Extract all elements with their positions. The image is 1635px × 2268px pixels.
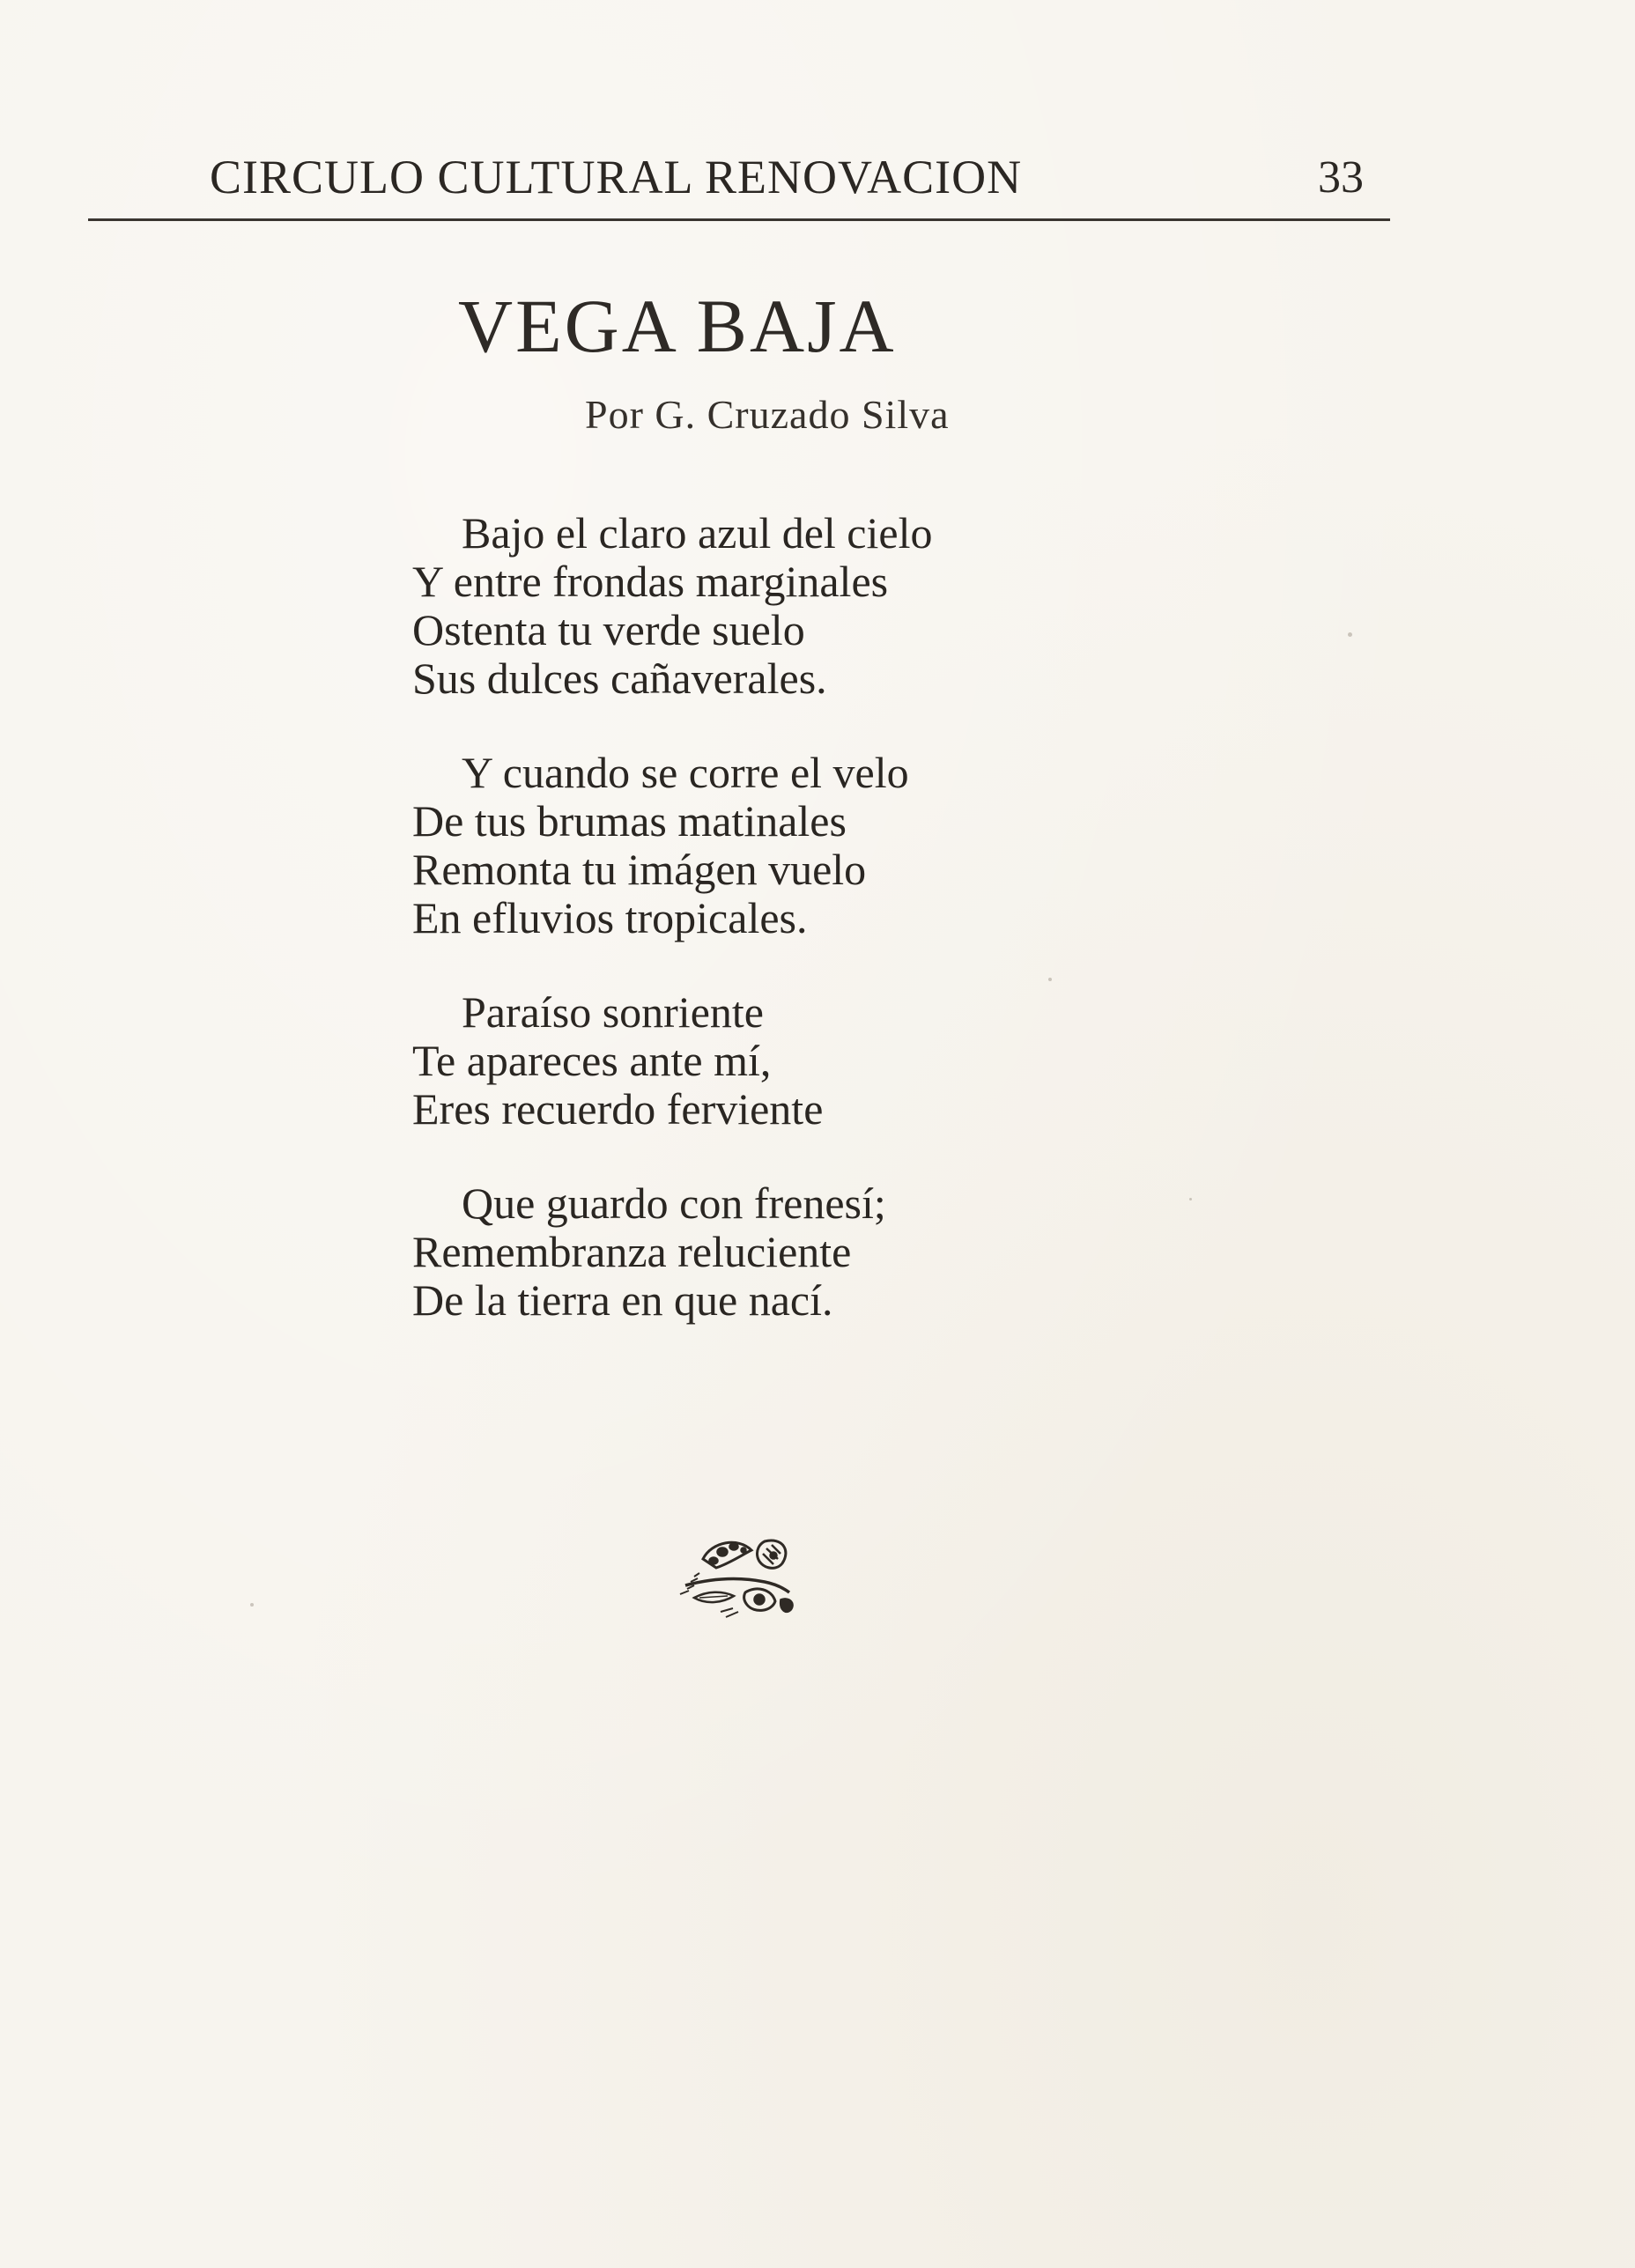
verse-line: Sus dulces cañaverales. (412, 654, 827, 703)
paper-speck (1048, 978, 1052, 981)
verse-line: Paraíso sonriente (462, 987, 764, 1037)
verse-line: Remonta tu imágen vuelo (412, 845, 867, 894)
stanza-3 (412, 988, 1117, 1134)
verse-line: En efluvios tropicales. (412, 893, 808, 942)
page-number: 33 (1318, 152, 1364, 203)
stanza-4 (412, 1179, 1117, 1325)
verse-line: Que guardo con frenesí; (462, 1178, 886, 1228)
verse-line: Eres recuerdo ferviente (412, 1084, 824, 1134)
verse-line: Remembranza reluciente (412, 1227, 852, 1276)
paper-speck (1189, 1198, 1192, 1200)
paper-speck (250, 1603, 254, 1607)
floral-vignette-icon (668, 1524, 809, 1629)
verse-line: De tus brumas matinales (412, 796, 847, 846)
verse-line: Y cuando se corre el velo (462, 748, 909, 797)
journal-title: CIRCULO CULTURAL RENOVACION (210, 151, 1023, 203)
poem-byline: Por G. Cruzado Silva (585, 392, 950, 437)
running-head (210, 150, 1372, 203)
paper-speck (1348, 632, 1352, 637)
stanza-1 (412, 509, 1117, 703)
verse-line: De la tierra en que nací. (412, 1275, 833, 1325)
verse-line: Bajo el claro azul del cielo (462, 508, 933, 558)
poem-title: VEGA BAJA (458, 284, 897, 368)
verse-line: Te apareces ante mí, (412, 1036, 772, 1085)
verse-line: Ostenta tu verde suelo (412, 605, 805, 654)
poem-body (412, 509, 1117, 1370)
header-rule (88, 218, 1390, 221)
stanza-2 (412, 749, 1117, 942)
verse-line: Y entre frondas marginales (412, 557, 889, 606)
